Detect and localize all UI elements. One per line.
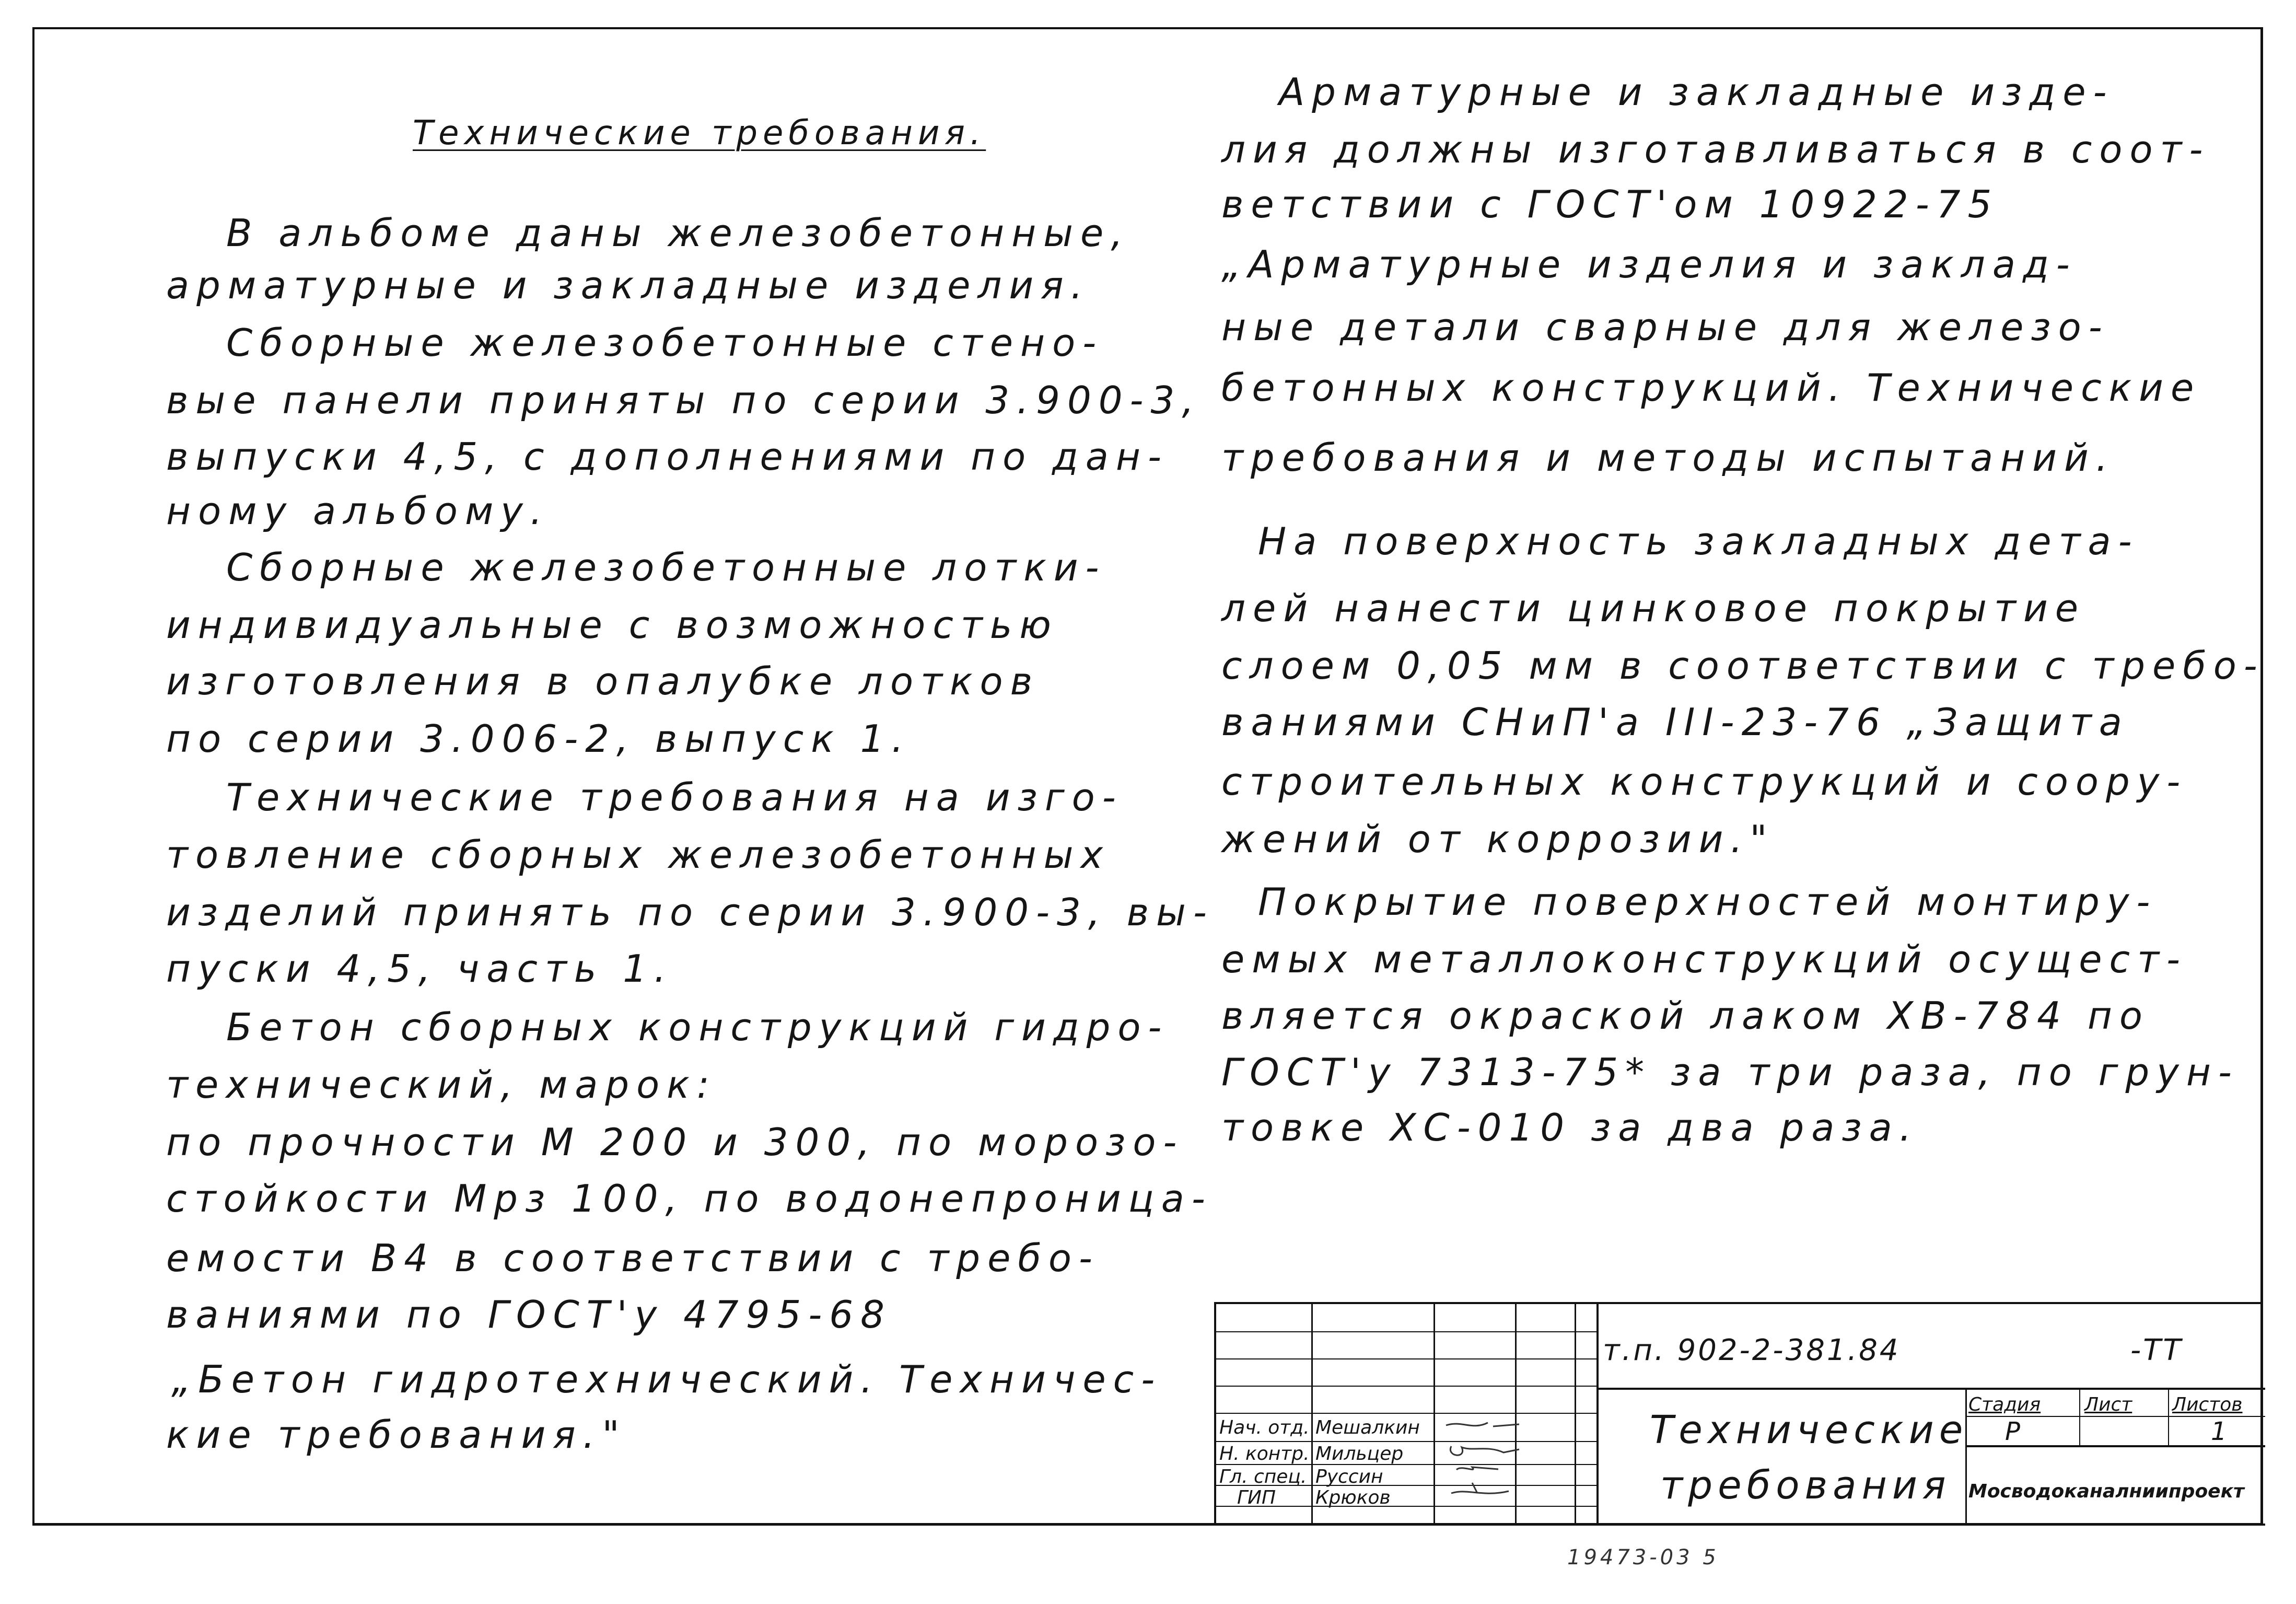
text-line: изготовления в опалубке лотков [166, 659, 1040, 703]
text-line: Сборные железобетонные стено- [226, 321, 1104, 365]
text-line: арматурные и закладные изделия. [166, 263, 1090, 307]
doc-title-line1: Технические [1650, 1408, 1968, 1452]
text-line: требования и методы испытаний. [1221, 436, 2115, 480]
organization: Мосводоканалниипроект [1968, 1481, 2244, 1502]
text-line: ГОСТ'у 7313-75* за три раза, по грун- [1221, 1050, 2239, 1094]
text-line: Арматурные и закладные изде- [1279, 70, 2114, 114]
text-line: стойкости Мрз 100, по водонепроница- [166, 1177, 1213, 1221]
text-line: „Арматурные изделия и заклад- [1221, 242, 2077, 286]
footer-number: 19473-03 5 [1567, 1545, 1719, 1570]
doc-code: т.п. 902-2-381.84 [1603, 1333, 1901, 1367]
text-line: строительных конструкций и соору- [1221, 760, 2188, 804]
doc-title-line2: требования [1660, 1463, 1951, 1508]
stage-label: Стадия [1968, 1394, 2041, 1415]
text-line: лия должны изготавливаться в соот- [1221, 127, 2210, 171]
name-3: Руссин [1315, 1466, 1383, 1487]
role-3: Гл. спец. [1219, 1466, 1307, 1487]
text-line: по прочности М 200 и 300, по морозо- [166, 1120, 1184, 1164]
text-line: Технические требования на изго- [226, 775, 1123, 819]
text-line: бетонных конструкций. Технические [1221, 366, 2201, 410]
text-line: Сборные железобетонные лотки- [226, 545, 1106, 589]
sheets-label: Листов [2172, 1394, 2243, 1415]
text-line: кие требования." [166, 1413, 627, 1457]
text-line: ваниями СНиП'а III-23-76 „Защита [1221, 700, 2129, 744]
text-line: ному альбому. [166, 489, 550, 533]
sheet-label: Лист [2084, 1394, 2132, 1415]
text-line: В альбоме даны железобетонные, [226, 211, 1130, 255]
text-line: емых металлоконструкций осущест- [1221, 937, 2188, 981]
name-1: Мешалкин [1315, 1417, 1420, 1438]
text-line: вые панели приняты по серии 3.900-3, [166, 378, 1202, 422]
text-line: технический, марок: [166, 1063, 717, 1107]
text-line: ные детали сварные для железо- [1221, 305, 2109, 349]
text-line: индивидуальные с возможностью [166, 603, 1058, 647]
text-line: выпуски 4,5, с дополнениями по дан- [166, 435, 1169, 479]
name-2: Мильцер [1315, 1443, 1404, 1464]
text-line: „Бетон гидротехнический. Техничес- [171, 1357, 1162, 1401]
signature-marks [1441, 1415, 1592, 1525]
text-line: по серии 3.006-2, выпуск 1. [166, 717, 911, 761]
sheets-value: 1 [2211, 1417, 2227, 1446]
role-2: Н. контр. [1219, 1443, 1310, 1464]
text-line: лей нанести цинковое покрытие [1221, 586, 2086, 630]
document-title: Технические требования. [413, 114, 986, 153]
text-line: жений от коррозии." [1221, 817, 1775, 861]
text-line: емости В4 в соответствии с требо- [166, 1236, 1100, 1280]
role-1: Нач. отд. [1219, 1417, 1310, 1438]
text-line: слоем 0,05 мм в соответствии с требо- [1221, 644, 2265, 688]
text-line: изделий принять по серии 3.900-3, вы- [166, 890, 1214, 934]
text-line: вляется окраской лаком ХВ-784 по [1221, 994, 2150, 1038]
doc-suffix: -ТТ [2130, 1333, 2183, 1367]
text-line: пуски 4,5, часть 1. [166, 947, 673, 991]
text-line: ваниями по ГОСТ'у 4795-68 [166, 1293, 892, 1336]
text-line: Покрытие поверхностей монтиру- [1258, 880, 2158, 924]
text-line: На поверхность закладных дета- [1258, 519, 2139, 563]
text-line: Бетон сборных конструкций гидро- [226, 1005, 1169, 1049]
title-block [1214, 1302, 2263, 1526]
text-line: товление сборных железобетонных [166, 833, 1111, 877]
name-4: Крюков [1315, 1487, 1391, 1508]
text-line: ветствии с ГОСТ'ом 10922-75 [1221, 182, 1999, 226]
role-4: ГИП [1237, 1487, 1276, 1508]
stage-value: Р [2005, 1417, 2020, 1446]
text-line: товке ХС-010 за два раза. [1221, 1106, 1919, 1149]
